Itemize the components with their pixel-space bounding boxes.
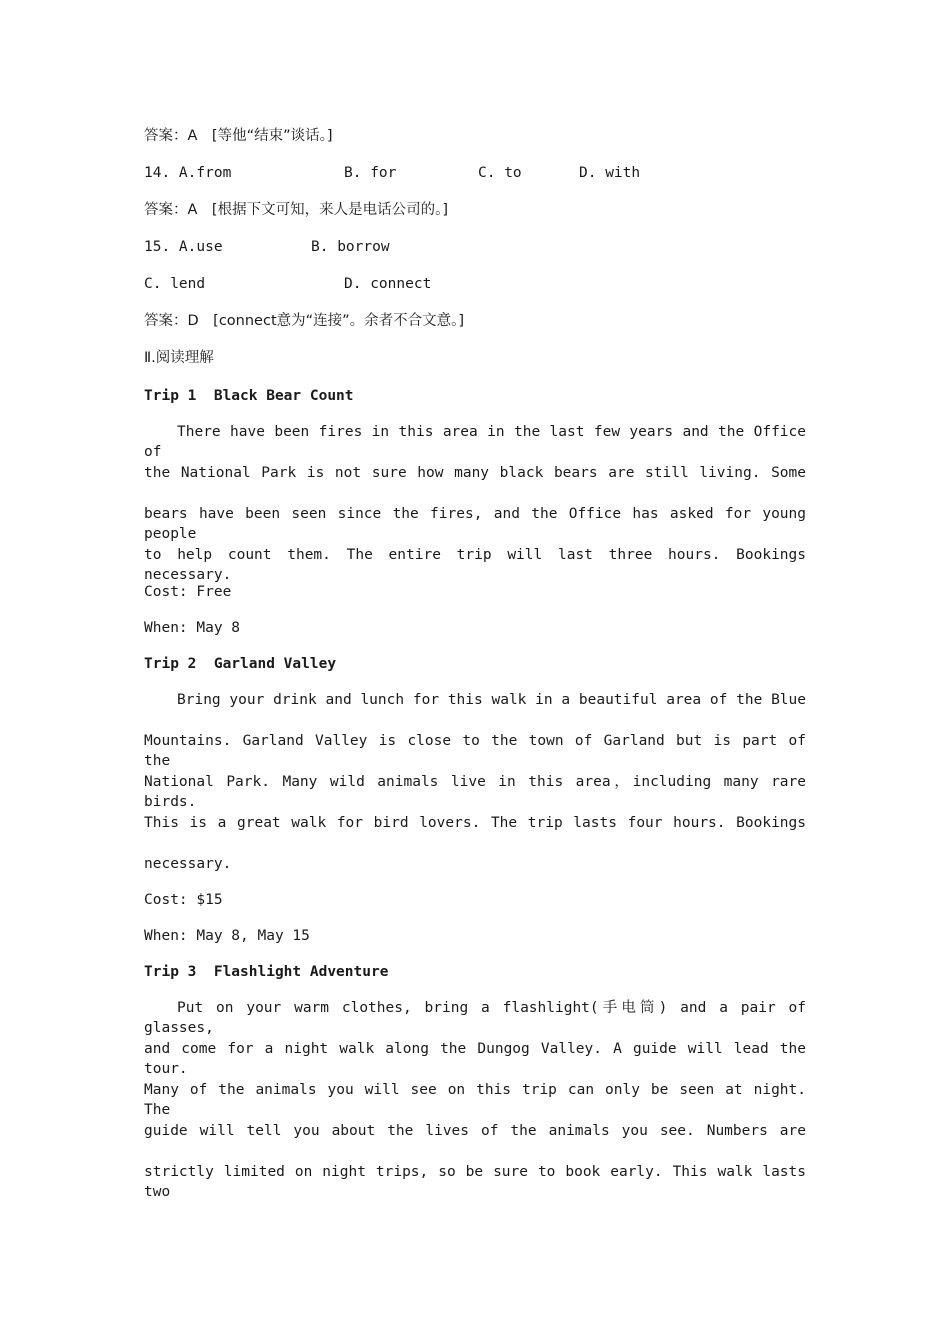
answer-14: 答案：A [根据下文可知，来人是电话公司的。] (144, 202, 448, 218)
option-a: 15. A.use (144, 239, 223, 255)
trip-2-cost: Cost: $15 (144, 892, 223, 908)
trip-2-description (144, 690, 806, 895)
section-title: Ⅱ.阅读理解 (144, 350, 214, 366)
paragraph-line: There have been fires in this area in the last few years and the Office of (144, 424, 806, 460)
answer-15: 答案：D [connect意为“连接”。余者不合文意。] (144, 313, 465, 329)
trip-1-title: Trip 1 Black Bear Count (144, 388, 354, 404)
paragraph-line: guide will tell you about the lives of the animals you see. Numbers are (144, 1123, 806, 1139)
paragraph-line: strictly limited on night trips, so be sure to book early. This walk lasts two (144, 1164, 806, 1200)
paragraph-line: necessary. (144, 856, 232, 872)
trip-2-title: Trip 2 Garland Valley (144, 656, 337, 672)
option-c: C. lend (144, 276, 206, 292)
paragraph-line: to help count them. The entire trip will last three hours. Bookings necessary. (144, 547, 806, 583)
trip-1-description (144, 422, 806, 586)
question-15-options-row2 (144, 274, 806, 294)
answer-13: 答案：A [等他“结束”谈话。] (144, 128, 333, 144)
option-b: B. borrow (311, 239, 390, 255)
paragraph-line: Bring your drink and lunch for this walk in a beautiful area of the Blue (177, 692, 806, 708)
trip-2-when: When: May 8, May 15 (144, 928, 310, 944)
option-c: C. to (478, 165, 522, 181)
paragraph-line: Mountains. Garland Valley is close to the town of Garland but is part of the (144, 733, 806, 769)
trip-1-cost: Cost: Free (144, 584, 232, 600)
trip-1-when: When: May 8 (144, 620, 241, 636)
trip-3-title: Trip 3 Flashlight Adventure (144, 964, 389, 980)
paragraph-line: Put on your warm clothes, bring a flashlight(手电筒) and a pair of glasses, (144, 1000, 806, 1036)
paragraph-line: bears have been seen since the fires, and the Office has asked for young people (144, 506, 806, 542)
question-14-options (144, 163, 806, 183)
option-d: D. with (579, 165, 641, 181)
trip-3-description (144, 998, 806, 1203)
option-a: 14. A.from (144, 165, 232, 181)
paragraph-line: Many of the animals you will see on this trip can only be seen at night. The (144, 1082, 806, 1118)
paragraph-line: the National Park is not sure how many black bears are still living. Some (144, 465, 806, 481)
paragraph-line: and come for a night walk along the Dungog Valley. A guide will lead the tour. (144, 1041, 806, 1077)
question-15-options-row1 (144, 237, 806, 257)
paragraph-line: National Park. Many wild animals live in this area，including many rare birds. (144, 774, 806, 810)
option-b: B. for (344, 165, 397, 181)
option-d: D. connect (344, 276, 432, 292)
paragraph-line: This is a great walk for bird lovers. The trip lasts four hours. Bookings (144, 815, 806, 831)
